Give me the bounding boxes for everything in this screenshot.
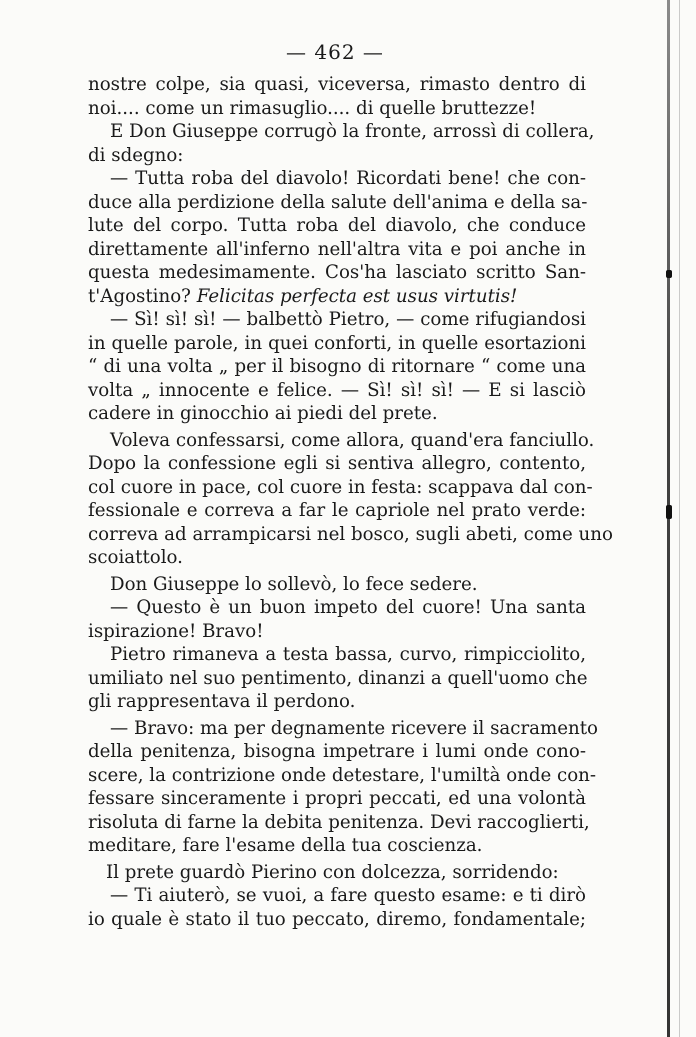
text-line: noi.... come un rimasuglio.... di quelle bruttezze! [88, 97, 537, 119]
binding-stitch [666, 270, 672, 278]
text-line: umiliato nel suo pentimento, dinanzi a quell'uomo che [88, 667, 588, 689]
body-text [88, 73, 613, 931]
text-line: duce alla perdizione della salute dell'anima e della sa- [88, 191, 588, 213]
text-line: correva ad arrampicarsi nel bosco, sugli abeti, come uno [88, 523, 613, 545]
text-line: ispirazione! Bravo! [88, 620, 264, 642]
latin-quote: Felicitas perfecta est usus virtutis! [196, 285, 518, 307]
text-line: risoluta di farne la debita penitenza. Devi raccoglierti, [88, 811, 590, 833]
text-line: questa medesimamente. Cos'ha lasciato scritto San- [88, 262, 586, 283]
text-line: Il prete guardò Pierino con dolcezza, sorridendo: [106, 861, 559, 883]
text-line: — Bravo: ma per degnamente ricevere il sacramento [110, 717, 598, 739]
binding-stitch [666, 505, 672, 519]
text-line: Voleva confessarsi, come allora, quand'era fanciullo. [110, 429, 595, 451]
text-line: Dopo la confessione egli si sentiva allegro, contento, [88, 453, 586, 474]
text-line [88, 285, 586, 309]
text-segment: t'Agostino? [88, 285, 197, 307]
text-line: Don Giuseppe lo sollevò, lo fece sedere. [110, 573, 478, 595]
text-line: io quale è stato il tuo peccato, diremo, fondamentale; [88, 908, 586, 930]
text-line: scere, la contrizione onde detestare, l'umiltà onde con- [88, 764, 597, 786]
page-number: — 462 — [286, 40, 384, 64]
text-line: scoiattolo. [88, 547, 183, 568]
text-line: — Ti aiuterò, se vuoi, a fare questo esame: e ti dirò [110, 885, 586, 906]
text-line: — Tutta roba del diavolo! Ricordati bene! che con- [110, 168, 586, 189]
text-line: E Don Giuseppe corrugò la fronte, arrossì di collera, [110, 121, 595, 142]
text-line: meditare, fare l'esame della tua coscienza. [88, 835, 483, 856]
text-line: direttamente all'inferno nell'altra vita e poi anche in [88, 238, 586, 260]
text-line: fessionale e correva a far le capriole nel prato verde: [88, 500, 586, 521]
text-line: in quelle parole, in quei conforti, in quelle esortazioni [88, 332, 586, 354]
text-line: nostre colpe, sia quasi, viceversa, rimasto dentro di [88, 74, 586, 95]
text-line: volta „ innocente e felice. — Sì! sì! sì! — E si lasciò [88, 379, 586, 401]
text-line: col cuore in pace, col cuore in festa: scappava dal con- [88, 476, 593, 498]
text-line: lute del corpo. Tutta roba del diavolo, che conduce [88, 215, 586, 236]
text-line: fessare sinceramente i propri peccati, ed una volontà [88, 788, 586, 809]
text-line: — Sì! sì! sì! — balbettò Pietro, — come rifugiandosi [110, 309, 586, 330]
text-line: gli rappresentava il perdono. [88, 691, 356, 712]
text-line: della penitenza, bisogna impetrare i lumi onde cono- [88, 741, 586, 762]
text-line: cadere in ginocchio ai piedi del prete. [88, 403, 438, 424]
text-line: “ di una volta „ per il bisogno di ritornare “ come una [88, 356, 586, 377]
text-line: Pietro rimaneva a testa bassa, curvo, rimpicciolito, [110, 644, 586, 665]
text-line: — Questo è un buon impeto del cuore! Una santa [110, 597, 586, 618]
text-line: di sdegno: [88, 144, 184, 166]
binding-shadow [679, 0, 680, 1037]
